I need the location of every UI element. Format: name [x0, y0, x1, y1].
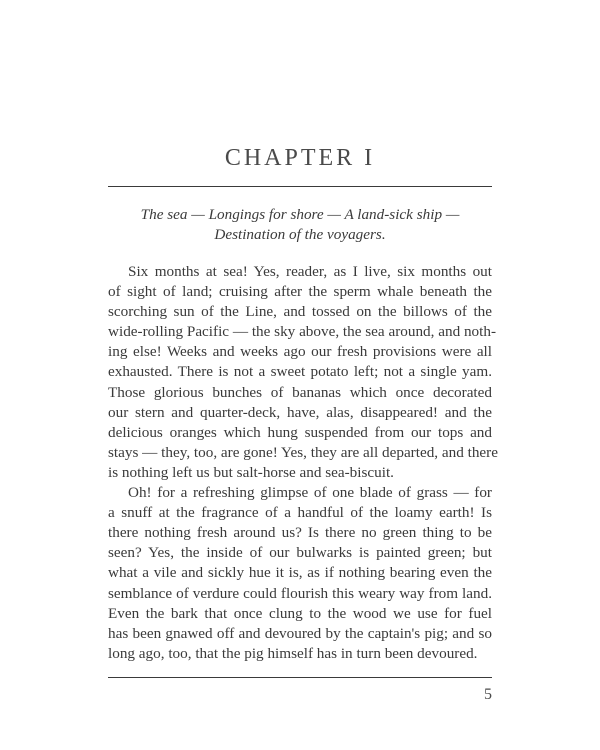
text-line: what a vile and sickly hue it is, as if nothing bearing even the: [108, 564, 492, 582]
paragraph-2: [108, 483, 492, 664]
text-line: scorching sun of the Line, and tossed on the billows of the: [108, 303, 492, 321]
bottom-rule: [108, 677, 492, 678]
chapter-title: CHAPTER I: [224, 145, 376, 171]
text-line: our stern and quarter-deck, have, alas, disappeared! and the: [108, 403, 492, 421]
top-rule: [108, 186, 492, 187]
text-line: long ago, too, that the pig himself has in turn been devoured.: [108, 644, 478, 662]
text-line: has been gnawed off and devoured by the captain's pig; and so: [108, 624, 492, 642]
body-text: [108, 262, 498, 664]
text-line: there nothing fresh around us? Is there no green thing to be: [108, 524, 492, 542]
text-line: semblance of verdure could flourish this weary way from land.: [108, 584, 492, 602]
text-line: of sight of land; cruising after the sperm whale beneath the: [108, 283, 492, 301]
text-line: wide-rolling Pacific — the sky above, the sea around, and noth-: [108, 323, 497, 341]
text-line: delicious oranges which hung suspended from our tops and: [108, 423, 492, 441]
text-line: Six months at sea! Yes, reader, as I live, six months out: [128, 263, 492, 280]
page-number: 5: [484, 686, 492, 703]
text-line: stays — they, too, are gone! Yes, they are all departed, and there: [108, 443, 498, 461]
paragraph-1: [108, 262, 498, 483]
text-line: ing else! Weeks and weeks ago our fresh provisions were all: [108, 343, 492, 361]
text-line: is nothing left us but salt-horse and sea-biscuit.: [108, 463, 394, 481]
synopsis-line: Destination of the voyagers.: [214, 226, 386, 243]
text-line: a snuff at the fragrance of a handful of the loamy earth! Is: [108, 504, 492, 522]
synopsis-line: The sea — Longings for shore — A land-sick ship —: [140, 206, 460, 223]
text-line: seen? Yes, the inside of our bulwarks is painted green; but: [108, 544, 492, 562]
text-line: exhausted. There is not a sweet potato left; not a single yam.: [108, 363, 492, 381]
text-line: Those glorious bunches of bananas which once decorated: [108, 383, 492, 401]
text-line: Oh! for a refreshing glimpse of one blade of grass — for: [128, 484, 492, 502]
text-line: Even the bark that once clung to the wood we use for fuel: [108, 604, 492, 622]
chapter-synopsis: [108, 205, 492, 245]
